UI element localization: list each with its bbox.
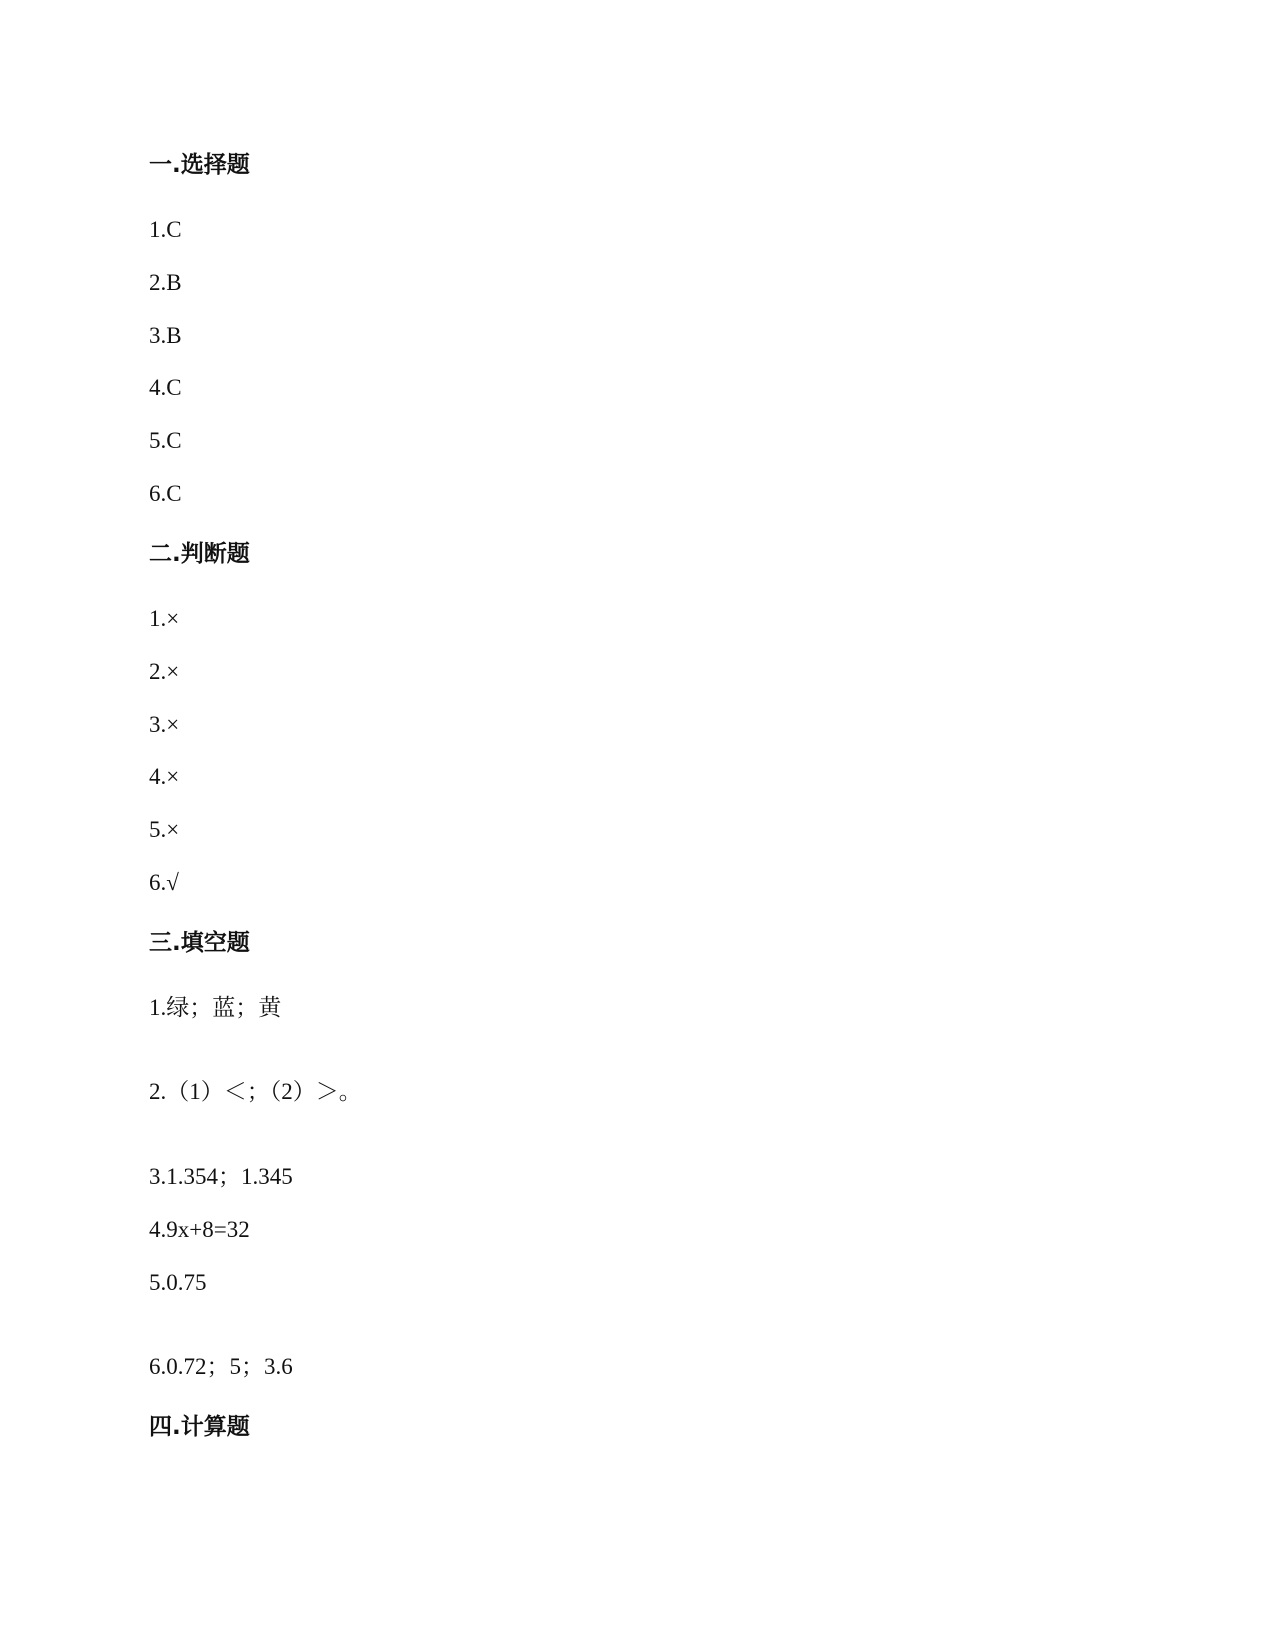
answer-item: 2.×	[149, 659, 180, 684]
answer-item: 4.9x+8=32	[149, 1217, 250, 1242]
answer-item: 1.×	[149, 606, 180, 631]
section-heading-fill-in: 三.填空题	[149, 930, 250, 956]
section-heading-choice: 一.选择题	[149, 152, 250, 178]
answer-item: 6.0.72；5；3.6	[149, 1354, 293, 1379]
section-heading-judgment: 二.判断题	[149, 541, 250, 567]
answer-item: 1.C	[149, 217, 182, 242]
answer-item: 3.B	[149, 323, 182, 348]
answer-item: 4.×	[149, 764, 180, 789]
answer-item: 5.×	[149, 817, 180, 842]
answer-item: 6.C	[149, 481, 182, 506]
section-heading-calculation: 四.计算题	[149, 1414, 250, 1440]
answer-item: 6.√	[149, 870, 179, 895]
answer-item: 5.C	[149, 428, 182, 453]
answer-item: 5.0.75	[149, 1270, 207, 1295]
answer-item: 3.1.354；1.345	[149, 1164, 293, 1189]
answer-item: 2.（1）＜；（2）＞。	[149, 1079, 362, 1104]
answer-item: 3.×	[149, 712, 180, 737]
answer-item: 4.C	[149, 375, 182, 400]
answer-item: 2.B	[149, 270, 182, 295]
answer-item: 1.绿；蓝；黄	[149, 995, 282, 1020]
